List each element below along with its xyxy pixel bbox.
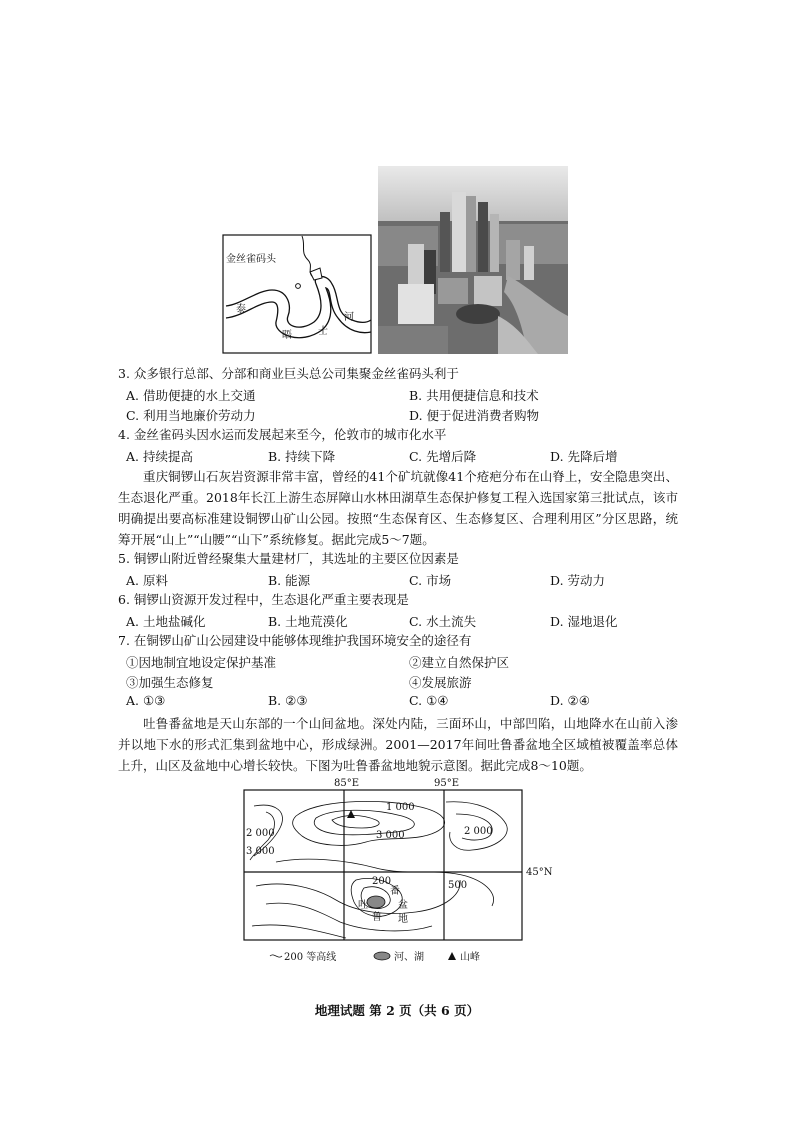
- river-char-3: 士: [318, 326, 328, 337]
- q7-option-c[interactable]: C. ①④: [409, 693, 449, 708]
- passage-tongluoshan: 重庆铜锣山石灰岩资源非常丰富，曾经的41个矿坑就像41个疮疤分布在山脊上，安全隐患突出、生态退化严重。2018年长江上游生态屏障山水林田湖草生态保护修复工程入选国家第三批试点，该市明确提出要高标准建设铜锣山矿山公园。按照“生态保育区、生态修复区、合理利用区”分区思路，统筹开展“山上”“山腰”“山下”系统修复。据此完成5～7题。: [118, 469, 678, 547]
- contour-label-2000-left: 2 000: [246, 828, 275, 839]
- q5-option-b[interactable]: B. 能源: [268, 573, 311, 588]
- q7-option-b[interactable]: B. ②③: [268, 693, 308, 708]
- passage-turpan: 吐鲁番盆地是天山东部的一个山间盆地。深处内陆，三面环山，中部凹陷，山地降水在山前入渗并以地下水的形式汇集到盆地中心，形成绿洲。2001—2017年间吐鲁番盆地全区域植被覆盖率总体上升，山区及盆地中心增长较快。下图为吐鲁番盆地地貌示意图。据此完成8～10题。: [118, 716, 678, 773]
- wharf-photo: [378, 166, 568, 354]
- q5-option-d[interactable]: D. 劳动力: [550, 573, 606, 588]
- legend-lake: 河、湖: [394, 952, 424, 963]
- page-footer: 地理试题 第 2 页（共 6 页）: [314, 1003, 480, 1018]
- q7-stem: 7. 在铜锣山矿山公园建设中能够体现维护我国环境安全的途径有: [118, 633, 472, 648]
- basin-char-1: 吐: [358, 900, 368, 911]
- turpan-map: [236, 776, 556, 966]
- q7-item-3: ③加强生态修复: [126, 675, 214, 690]
- lake-legend-icon: [374, 952, 390, 960]
- basin-char-3: 番: [390, 886, 400, 897]
- wharf-photo-svg: [378, 166, 568, 354]
- q3-option-a[interactable]: A. 借助便捷的水上交通: [126, 388, 256, 403]
- river-char-1: 泰: [236, 304, 246, 315]
- q4-option-d[interactable]: D. 先降后增: [550, 449, 618, 464]
- q6-option-a[interactable]: A. 土地盐碱化: [126, 614, 206, 629]
- basin-char-4: 盆: [398, 900, 408, 911]
- lake-shape: [367, 896, 385, 908]
- lon-95-label: 95°E: [434, 778, 460, 789]
- q4-option-b[interactable]: B. 持续下降: [268, 449, 336, 464]
- contour-label-1000: 1 000: [386, 802, 415, 813]
- q7-option-d[interactable]: D. ②④: [550, 693, 590, 708]
- basin-char-2: 鲁: [372, 912, 382, 923]
- q3-option-c[interactable]: C. 利用当地廉价劳动力: [126, 408, 256, 423]
- q4-option-c[interactable]: C. 先增后降: [409, 449, 477, 464]
- q6-stem: 6. 铜锣山资源开发过程中，生态退化严重主要表现是: [118, 592, 409, 607]
- q6-option-b[interactable]: B. 土地荒漠化: [268, 614, 348, 629]
- basin-char-5: 地: [398, 914, 408, 925]
- contour-label-200: 200: [372, 876, 392, 887]
- legend-peak: 山峰: [460, 952, 480, 963]
- peak-legend-icon: [448, 952, 456, 960]
- q7-item-4: ④发展旅游: [409, 675, 472, 690]
- q7-option-a[interactable]: A. ①③: [126, 693, 166, 708]
- wharf-label: 金丝雀码头: [226, 254, 276, 265]
- q5-stem: 5. 铜锣山附近曾经聚集大量建材厂，其选址的主要区位因素是: [118, 551, 459, 566]
- contour-label-500: 500: [448, 880, 468, 891]
- contour-label-3000: 3 000: [376, 830, 405, 841]
- legend-contour: 200 等高线: [284, 952, 337, 963]
- q6-option-d[interactable]: D. 湿地退化: [550, 614, 618, 629]
- q4-option-a[interactable]: A. 持续提高: [126, 449, 193, 464]
- wharf-map-svg: [222, 234, 372, 354]
- q5-option-c[interactable]: C. 市场: [409, 573, 452, 588]
- q6-option-c[interactable]: C. 水土流失: [409, 614, 477, 629]
- q3-option-d[interactable]: D. 便于促进消费者购物: [409, 408, 540, 423]
- contour-label-2000-right: 2 000: [464, 826, 493, 837]
- contour-legend-icon: [270, 955, 282, 957]
- river-char-4: 河: [344, 312, 354, 323]
- q7-item-2: ②建立自然保护区: [409, 655, 510, 670]
- river-char-2: 晤: [282, 330, 292, 341]
- wharf-map: [222, 234, 372, 354]
- q3-stem: 3. 众多银行总部、分部和商业巨头总公司集聚金丝雀码头利于: [118, 366, 459, 381]
- contour-label-3000-left: 3 000: [246, 846, 275, 857]
- q4-stem: 4. 金丝雀码头因水运而发展起来至今，伦敦市的城市化水平: [118, 427, 447, 442]
- q3-option-b[interactable]: B. 共用便捷信息和技术: [409, 388, 539, 403]
- q5-option-a[interactable]: A. 原料: [126, 573, 168, 588]
- lon-85-label: 85°E: [334, 778, 360, 789]
- q7-item-1: ①因地制宜地设定保护基准: [126, 655, 277, 670]
- lat-45-label: 45°N: [526, 867, 553, 878]
- turpan-map-svg: [236, 776, 556, 966]
